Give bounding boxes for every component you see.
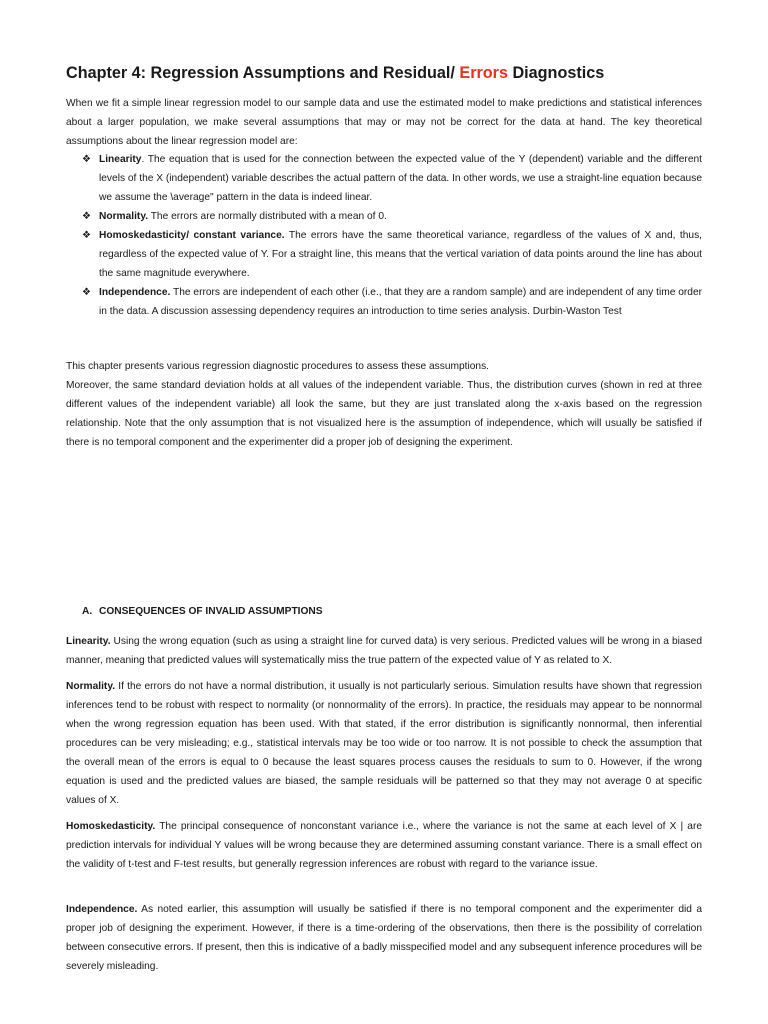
assumption-text: The errors have the same theoretical variance, regardless of the values of X and, thus, regardless of the expected value of Y. For a straight line, this means that the vertical variation of data points around the line has about the same magnitude everywhere.: [99, 230, 702, 279]
consequence-text: If the errors do not have a normal distribution, it usually is not particularly serious. Simulation results have shown that regression inferences tend to be robust with respect to normality (or nonnormality of the errors). In practice, the residuals may appear to be nonnormal when the wrong regression equation has been used. With that stated, if the error distribution is significantly nonnormal, then inferential procedures can be very misleading; e.g., statistical intervals may be too wide or too narrow. It is not possible to check the assumption that the overall mean of the errors is equal to 0 because the least squares process causes the residuals to sum to 0. However, if the wrong equation is used and the predicted values are biased, the sample residuals will be patterned so that they may not average 0 at specific values of X.: [66, 681, 702, 806]
assumption-term: Homoskedasticity/ constant variance.: [99, 230, 285, 241]
consequence-term: Linearity.: [66, 636, 111, 647]
assumption-term: Linearity: [99, 154, 142, 165]
consequence-term: Homoskedasticity.: [66, 821, 156, 832]
assumption-homoskedasticity: [82, 226, 702, 283]
section-title: CONSEQUENCES OF INVALID ASSUMPTIONS: [99, 606, 323, 617]
assumption-normality: [82, 207, 702, 226]
bullet-diamond-icon: ❖: [82, 154, 91, 165]
assumption-text: The errors are normally distributed with a mean of 0.: [148, 211, 387, 222]
title-highlight: Errors: [459, 64, 508, 82]
assumption-independence: [82, 283, 702, 321]
assumption-term: Normality.: [99, 211, 149, 222]
consequence-text: Using the wrong equation (such as using a straight line for curved data) is very serious. Predicted values will be wrong in a biased manner, meaning that predicted values will systematically miss the true pattern of the expected value of Y as related to X.: [66, 636, 702, 666]
bullet-diamond-icon: ❖: [82, 230, 91, 241]
bullet-diamond-icon: ❖: [82, 287, 91, 298]
section-heading: [82, 606, 323, 617]
consequence-text: As noted earlier, this assumption will usually be satisfied if there is no temporal component and the experimenter did a proper job of designing the experiment. However, if there is a time-ordering of the observations, then there is the possibility of correlation between consecutive errors. If present, then this is indicative of a badly misspecified model and any subsequent inference procedures will be severely misleading.: [66, 904, 702, 972]
consequence-term: Normality.: [66, 681, 116, 692]
section-letter: A.: [82, 606, 93, 617]
assumptions-list: [82, 150, 702, 321]
assumption-term: Independence.: [99, 287, 171, 298]
moreover-paragraph: Moreover, the same standard deviation holds at all values of the independent variable. Thus, the distribution curves (shown in red at three different values of the independent variable) all look the same, but they are just translated along the x-axis based on the regression relationship. Note that the only assumption that is not visualized here is the assumption of independence, which will usually be satisfied if there is no temporal component and the experimenter did a proper job of designing the experiment.: [66, 380, 702, 448]
title-part-1: Chapter 4: Regression Assumptions and Residual/: [66, 64, 460, 82]
consequence-text: The principal consequence of nonconstant variance i.e., where the variance is not the same at each level of X | are prediction intervals for individual Y values will be wrong because they are determined assuming constant variance. There is a small effect on the validity of t-test and F-test results, but generally regression inferences are robust with regard to the variance issue.: [66, 821, 702, 870]
intro-paragraph: When we fit a simple linear regression model to our sample data and use the estimated model to make predictions and statistical inferences about a larger population, we make several assumptions that may or may not be correct for the data at hand. The key theoretical assumptions about the linear regression model are:: [66, 98, 702, 147]
consequence-normality: [66, 677, 702, 810]
title-part-2: Diagnostics: [507, 64, 605, 82]
consequence-homoskedasticity: [66, 817, 702, 874]
consequence-independence: [66, 900, 702, 976]
consequence-term: Independence.: [66, 904, 138, 915]
consequence-linearity: [66, 632, 702, 670]
chapter-title: [66, 64, 604, 83]
chapter-note-paragraph: This chapter presents various regression diagnostic procedures to assess these assumptions.: [66, 361, 489, 372]
assumption-text: The errors are independent of each other (i.e., that they are a random sample) and are independent of any time order in the data. A discussion assessing dependency requires an introduction to time series analysis. Durbin-Waston Test: [99, 287, 702, 317]
bullet-diamond-icon: ❖: [82, 211, 91, 222]
assumption-text: . The equation that is used for the connection between the expected value of the Y (dependent) variable and the different levels of the X (independent) variable describes the actual pattern of the data. In other words, we use a straight-line equation because we assume the \average" pattern in the data is indeed linear.: [99, 154, 702, 203]
assumption-linearity: [82, 150, 702, 207]
